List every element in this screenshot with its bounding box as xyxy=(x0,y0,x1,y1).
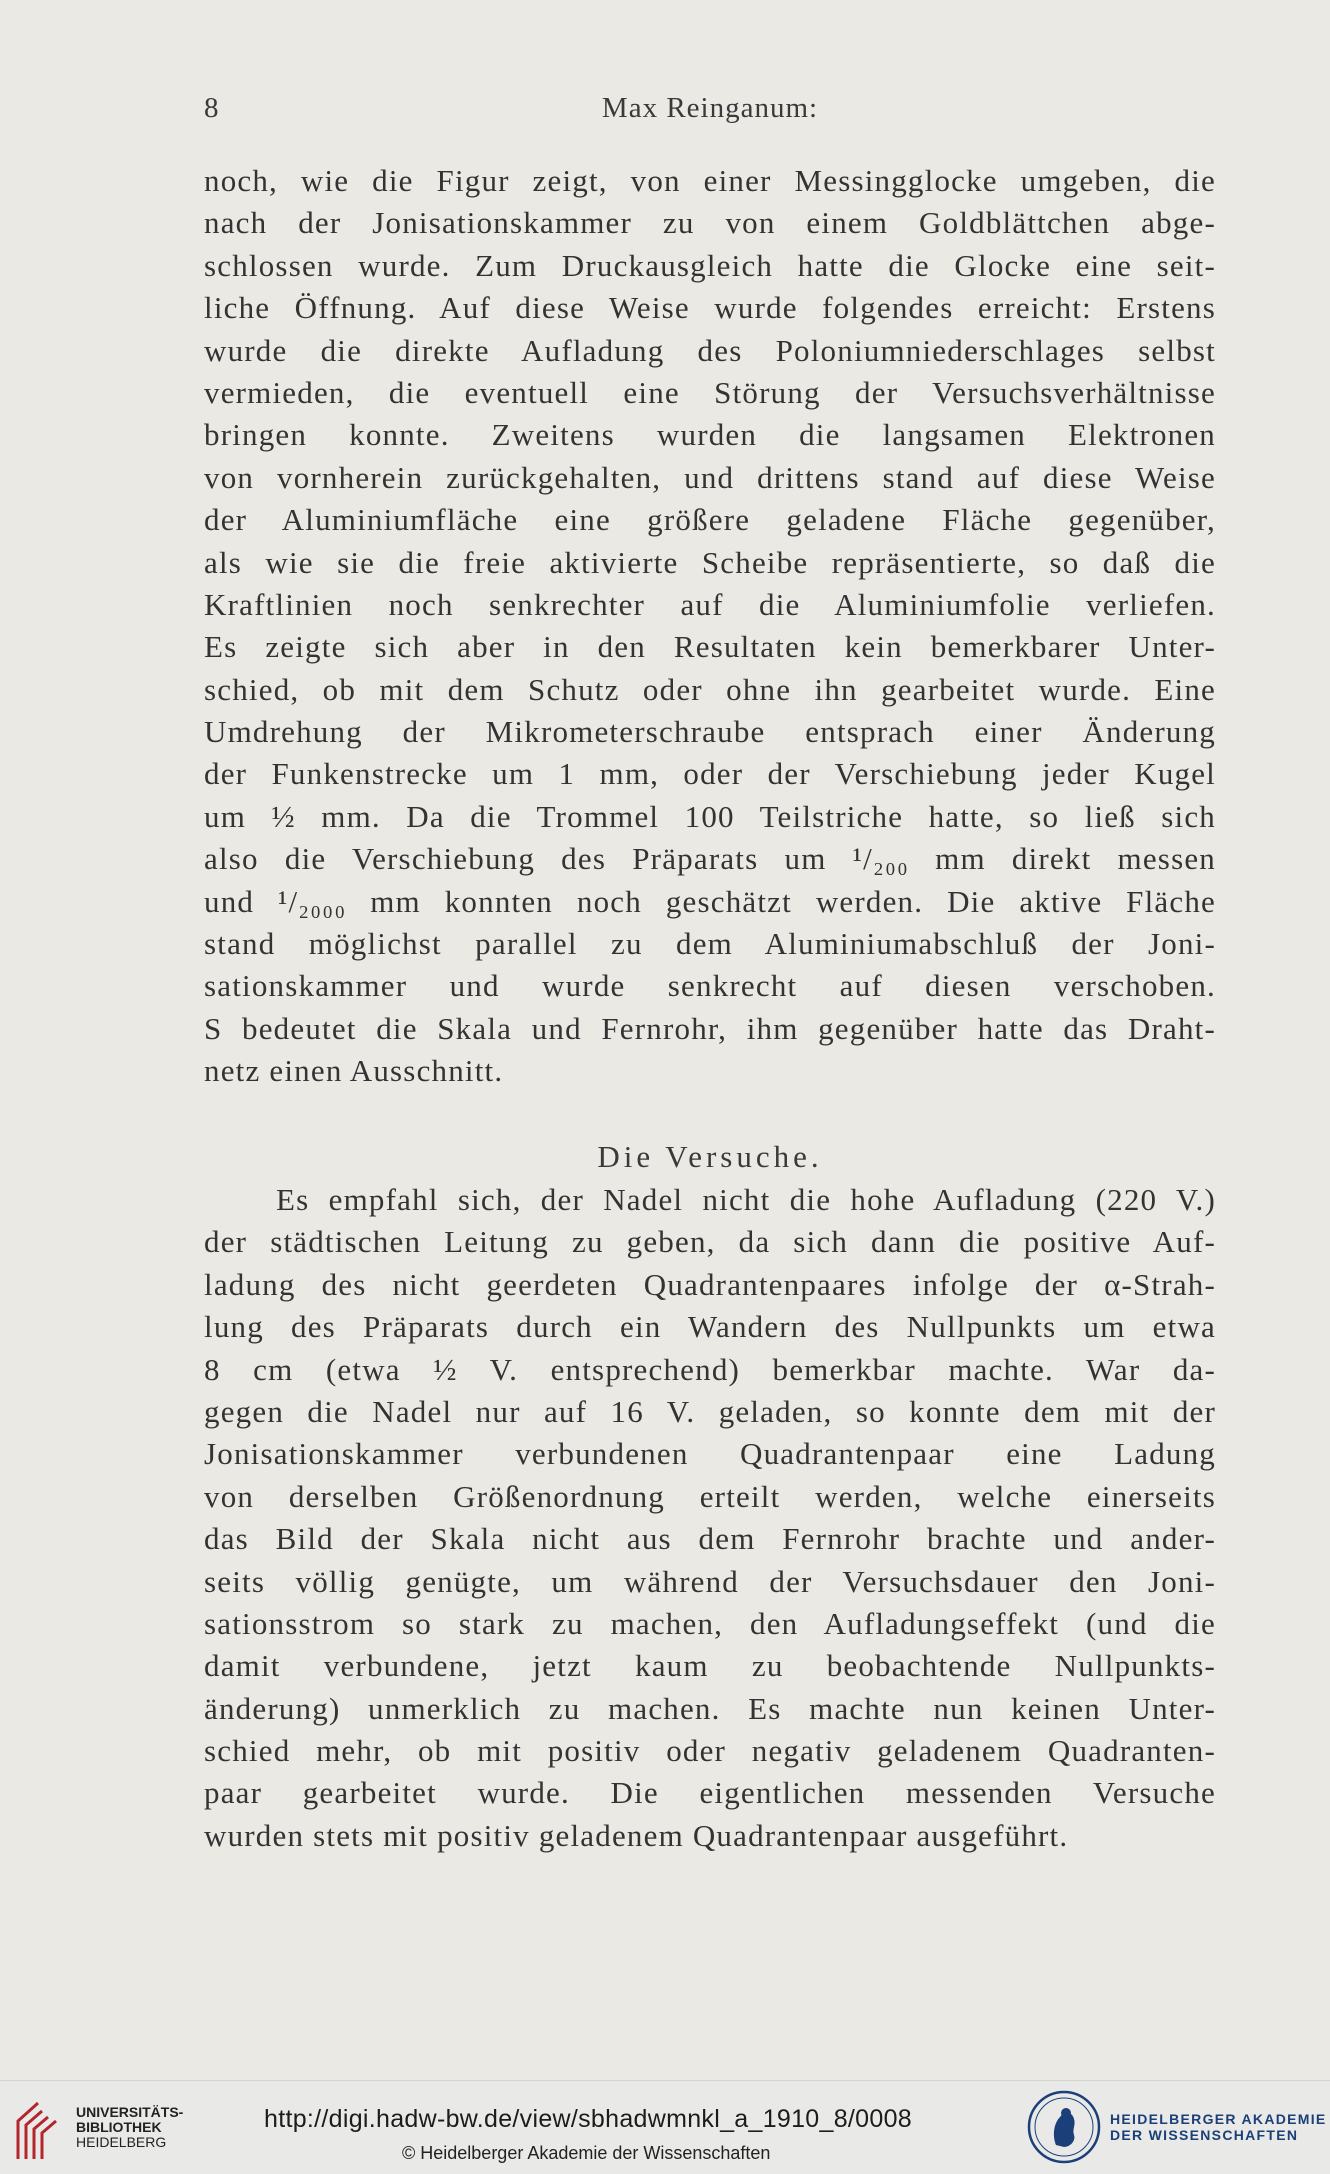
text-line: Es zeigte sich aber in den Resultaten kein bemerkbarer Unter- xyxy=(204,629,1216,665)
text-line: änderung) unmerklich zu machen. Es machte nun keinen Unter- xyxy=(204,1690,1216,1726)
text-line: von derselben Größenordnung erteilt werden, welche einerseits xyxy=(204,1478,1216,1514)
text-line: damit verbundene, jetzt kaum zu beobachtende Nullpunkts- xyxy=(204,1648,1216,1684)
text-line: als wie sie die freie aktivierte Scheibe repräsentierte, so daß die xyxy=(204,544,1216,580)
text-line: ladung des nicht geerdeten Quadrantenpaares infolge der α-Strah- xyxy=(204,1266,1216,1302)
running-head: Max Reinganum: xyxy=(601,92,819,124)
academy-name-line: DER WISSENSCHAFTEN xyxy=(1110,2127,1299,2143)
library-name-line: BIBLIOTHEK xyxy=(76,2119,162,2135)
paragraph-continued xyxy=(204,160,1216,1093)
text-line: schlossen wurde. Zum Druckausgleich hatte die Glocke eine seit- xyxy=(204,247,1216,283)
page-header xyxy=(204,92,1216,132)
university-library-logo-icon xyxy=(14,2099,64,2161)
text-line: Jonisationskammer verbundenen Quadrantenpaar eine Ladung xyxy=(204,1436,1216,1472)
text-line: nach der Jonisationskammer zu von einem Goldblättchen abge- xyxy=(204,205,1216,241)
text-line: das Bild der Skala nicht aus dem Fernrohr brachte und ander- xyxy=(204,1521,1216,1557)
text-line: Umdrehung der Mikrometerschraube entsprach einer Änderung xyxy=(204,714,1216,750)
text-line: von vornherein zurückgehalten, und drittens stand auf diese Weise xyxy=(204,459,1216,495)
text-line: vermieden, die eventuell eine Störung der Versuchsverhältnisse xyxy=(204,374,1216,410)
text-line: Kraftlinien noch senkrechter auf die Aluminiumfolie verliefen. xyxy=(204,586,1216,622)
source-url-link[interactable]: http://digi.hadw-bw.de/view/sbhadwmnkl_a_1910_8/0008 xyxy=(264,2105,912,2133)
text-line: sationsstrom so stark zu machen, den Aufladungseffekt (und die xyxy=(204,1605,1216,1641)
section-heading: Die Versuche. xyxy=(597,1139,823,1174)
text-line: wurde die direkte Aufladung des Poloniumniederschlages selbst xyxy=(204,332,1216,368)
text-line: und ¹/₂₀₀₀ mm konnten noch geschätzt werden. Die aktive Fläche xyxy=(204,883,1216,919)
page-number: 8 xyxy=(204,92,219,124)
text-line: 8 cm (etwa ½ V. entsprechend) bemerkbar machte. War da- xyxy=(204,1351,1216,1387)
academy-name xyxy=(1110,2111,1327,2143)
library-name-line: HEIDELBERG xyxy=(76,2134,167,2150)
text-line: Es empfahl sich, der Nadel nicht die hohe Aufladung (220 V.) xyxy=(276,1182,1216,1217)
footer-bar xyxy=(0,2080,1330,2174)
text-line: der Aluminiumfläche eine größere geladene Fläche gegenüber, xyxy=(204,502,1216,538)
text-line: netz einen Ausschnitt. xyxy=(204,1053,504,1089)
text-line: schied, ob mit dem Schutz oder ohne ihn gearbeitet wurde. Eine xyxy=(204,671,1216,707)
text-line: gegen die Nadel nur auf 16 V. geladen, so konnte dem mit der xyxy=(204,1393,1216,1429)
paragraph xyxy=(204,1179,1216,1857)
text-line: also die Verschiebung des Präparats um ¹/₂₀₀ mm direkt messen xyxy=(204,841,1216,877)
academy-seal-icon xyxy=(1026,2089,1102,2165)
text-line: schied mehr, ob mit positiv oder negativ geladenem Quadranten- xyxy=(204,1733,1216,1769)
text-line: noch, wie die Figur zeigt, von einer Messingglocke umgeben, die xyxy=(204,163,1216,198)
text-line: bringen konnte. Zweitens wurden die langsamen Elektronen xyxy=(204,417,1216,453)
text-line: stand möglichst parallel zu dem Aluminiumabschluß der Joni- xyxy=(204,926,1216,962)
library-name-line: UNIVERSITÄTS- xyxy=(76,2104,184,2120)
text-line: S bedeutet die Skala und Fernrohr, ihm gegenüber hatte das Draht- xyxy=(204,1010,1216,1046)
text-line: sationskammer und wurde senkrecht auf diesen verschoben. xyxy=(204,968,1216,1004)
text-line: seits völlig genügte, um während der Versuchsdauer den Joni- xyxy=(204,1563,1216,1599)
university-library-name xyxy=(76,2105,196,2150)
text-line: der Funkenstrecke um 1 mm, oder der Verschiebung jeder Kugel xyxy=(204,756,1216,792)
copyright-notice: © Heidelberger Akademie der Wissenschaften xyxy=(402,2143,771,2163)
text-line: liche Öffnung. Auf diese Weise wurde folgendes erreicht: Erstens xyxy=(204,290,1216,326)
academy-name-line: HEIDELBERGER AKADEMIE xyxy=(1110,2111,1327,2127)
text-line: wurden stets mit positiv geladenem Quadrantenpaar ausgeführt. xyxy=(204,1817,1069,1853)
text-line: paar gearbeitet wurde. Die eigentlichen messenden Versuche xyxy=(204,1775,1216,1811)
text-line: der städtischen Leitung zu geben, da sich dann die positive Auf- xyxy=(204,1224,1216,1260)
text-line: um ½ mm. Da die Trommel 100 Teilstriche hatte, so ließ sich xyxy=(204,798,1216,834)
text-line: lung des Präparats durch ein Wandern des Nullpunkts um etwa xyxy=(204,1309,1216,1345)
